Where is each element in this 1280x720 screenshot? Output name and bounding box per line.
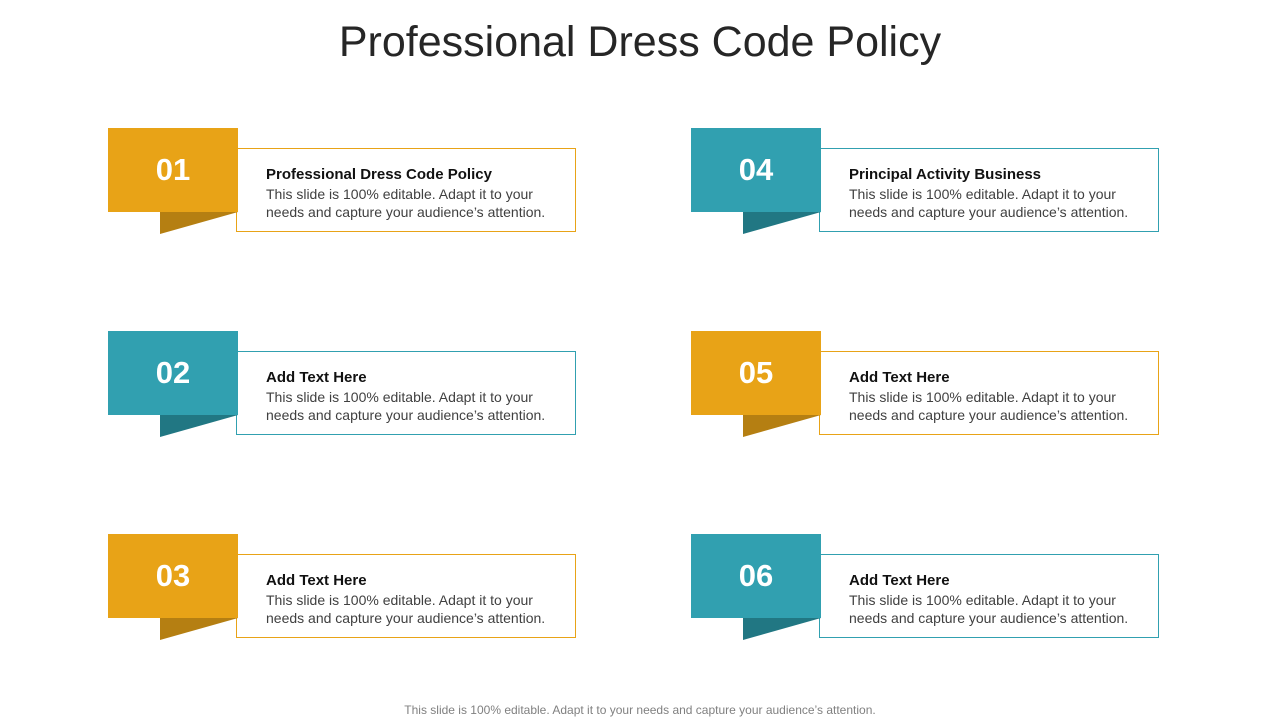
item-card-02 bbox=[108, 331, 578, 441]
ribbon-fold-shape bbox=[743, 415, 821, 437]
item-card-03 bbox=[108, 534, 578, 644]
item-description: This slide is 100% editable. Adapt it to your needs and capture your audience’s attention. bbox=[849, 186, 1129, 220]
ribbon-fold-shape bbox=[160, 618, 238, 640]
item-heading: Add Text Here bbox=[849, 369, 950, 386]
item-card-04 bbox=[691, 128, 1161, 238]
item-card-01 bbox=[108, 128, 578, 238]
ribbon-fold-shape bbox=[160, 415, 238, 437]
number-tab: 06 bbox=[691, 534, 821, 618]
number-tab: 04 bbox=[691, 128, 821, 212]
item-heading: Professional Dress Code Policy bbox=[266, 166, 492, 183]
item-heading: Add Text Here bbox=[849, 572, 950, 589]
item-description: This slide is 100% editable. Adapt it to your needs and capture your audience’s attention. bbox=[849, 592, 1129, 626]
page-title: Professional Dress Code Policy bbox=[338, 18, 942, 66]
ribbon-fold-shape bbox=[743, 212, 821, 234]
number-tab: 05 bbox=[691, 331, 821, 415]
item-description: This slide is 100% editable. Adapt it to your needs and capture your audience’s attention. bbox=[849, 389, 1129, 423]
item-description: This slide is 100% editable. Adapt it to your needs and capture your audience’s attention. bbox=[266, 592, 546, 626]
ribbon-fold-shape bbox=[160, 212, 238, 234]
item-heading: Add Text Here bbox=[266, 572, 367, 589]
number-tab: 03 bbox=[108, 534, 238, 618]
item-heading: Principal Activity Business bbox=[849, 166, 1042, 183]
item-description: This slide is 100% editable. Adapt it to your needs and capture your audience’s attention. bbox=[266, 186, 546, 220]
ribbon-fold-shape bbox=[743, 618, 821, 640]
item-description: This slide is 100% editable. Adapt it to your needs and capture your audience’s attention. bbox=[266, 389, 546, 423]
item-card-05 bbox=[691, 331, 1161, 441]
item-card-06 bbox=[691, 534, 1161, 644]
footer-note: This slide is 100% editable. Adapt it to your needs and capture your audience’s attention. bbox=[404, 703, 876, 717]
number-tab: 02 bbox=[108, 331, 238, 415]
number-tab: 01 bbox=[108, 128, 238, 212]
item-heading: Add Text Here bbox=[266, 369, 367, 386]
